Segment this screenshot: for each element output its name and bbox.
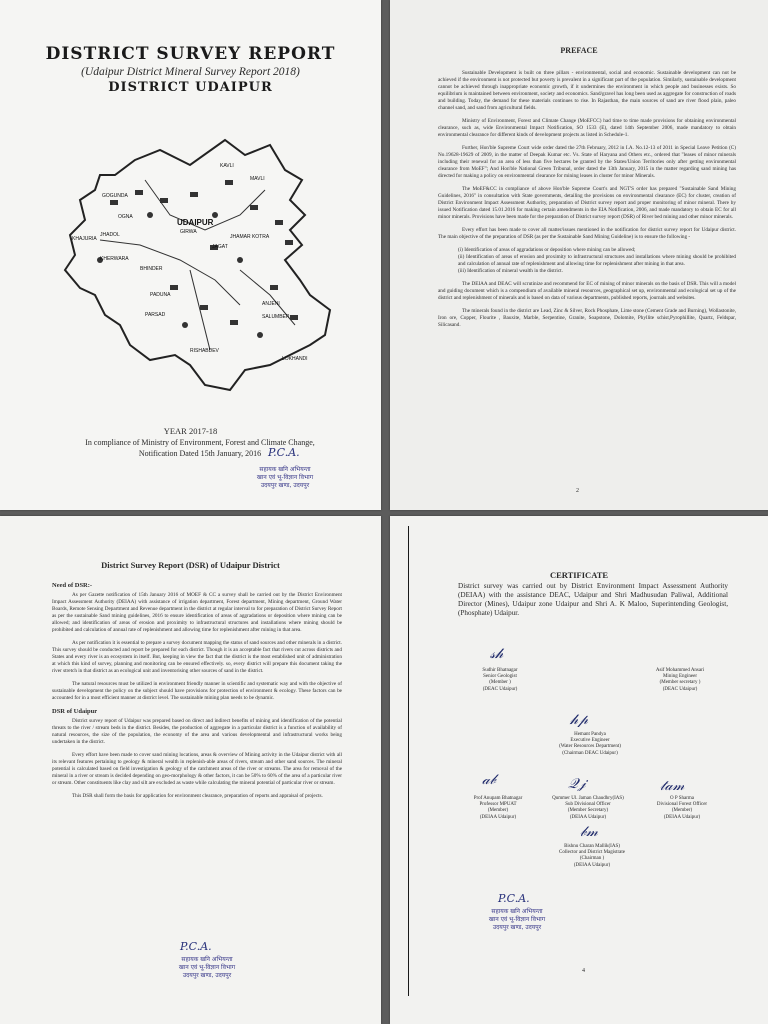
map-label: OGNA <box>118 214 133 220</box>
paragraph: The DEIAA and DEAC will scrutinize and recommend for EC of mining of minor minerals on the basis of DSR. This will a model and guiding document which is a compendium of available mineral resources, geographical set up, environmental and ecological set up of the district and replenishment of minerals and is based on data of various departments, published reports, journals and websites. <box>438 281 736 301</box>
handwritten-signature: 𝒷𝓂 <box>580 824 598 840</box>
paragraph: As per Gazette notification of 15th January 2016 of MOEF & CC a survey shall be carried out by the District Environment Impact Assessment Authority (DEIAA) with assistance of irrigation department, Forest department, Mining department, Ground Water Boards, Remote Sensing Department and Revenue department in the district at regular interval to for preparation of District Survey Report as per the sustainable Sand mining guidelines, 2016 to ensure identification of areas of aggradations or deposition where mining can be allowed; and identification of areas of erosion and proximity to infrastructural structures and installations where mining should be prohibited and calculation of annual rate of replenishment and allowing time for replenishment after mining in that area. <box>52 592 342 633</box>
signatory <box>640 668 720 693</box>
certificate-intro: District survey was carried out by District Environment Impact Assessment Authority (DEIAA) with the assistance DEAC, Udaipur and Shri Madhusudan Paliwal, Additional Director (Mines), Udaipur zone Udaipur and Shri A. K Maloo, Superintending Geologist, (Phosphate) Udaipur. <box>458 582 728 617</box>
compliance-line: In compliance of Ministry of Environment, Forest and Climate Change, <box>85 438 315 447</box>
paragraph: Further, Hon'ble Supreme Court wide order dated the 27th February, 2012 in I.A. No.12-13 of 2011 in Special Leave Petition (C) No.19628-19629 of 2009, in the matter of Deepak Kumar etc. Vs. State of Haryana and Others etc., ordered that "leases of minor minerals including their renewal for an area of less than five hectares be granted by the States/Union Territories only after getting environmental clearance from MoEF"; And Hon'ble National Green Tribunal, order dated the 13th January, 2015 in the matter regarding sand mining has directed for making a policy on environmental clearance for mining leases in cluster for minor Minerals. <box>438 145 736 179</box>
paragraph: District survey report of Udaipur was prepared based on direct and indirect benefits of mining and identification of the potential threats to the river / stream beds in the district. Besides, the production of aggregate in a particular district is a function of availability of natural resources, the size of the population, the economy of the area and various developmental and infrastructural works being undertaken in the district. <box>52 718 342 745</box>
map-label: KHERWARA <box>100 256 129 262</box>
map-label: RISHABDEV <box>190 348 219 354</box>
stamp-line: उदयपुर खण्ड, उदयपुर <box>492 924 542 931</box>
paragraph: This DSR shall form the basis for application for environment clearance, preparation of reports and appraisal of projects. <box>72 793 323 799</box>
handwritten-signature: 𝓉𝒶𝓂 <box>660 778 685 794</box>
signatory <box>552 844 632 869</box>
paragraph: Every effort has been made to cover all matter/issues mentioned in the notification for district survey report for Udaipur district. The main objective of the preparation of DSR (as per the Sustainable Sand Mining Guideline) is to ensure the following - <box>438 227 736 240</box>
signatory-role: Mining Engineer <box>662 674 698 680</box>
signatory-name: Hemant Pandya <box>574 732 606 737</box>
signatory <box>550 732 630 757</box>
official-stamp <box>230 466 340 490</box>
signatory-role: Professor MPUAT <box>479 802 517 808</box>
district-map <box>40 120 340 410</box>
signatory-body: (DEIAA Udaipur) <box>663 814 701 820</box>
map-label: GIRWA <box>180 229 197 235</box>
handwritten-signature: 𝒶𝒷 <box>482 772 496 788</box>
signatory-body: (DEIAA Udaipur) <box>569 814 607 820</box>
handwritten-signature: 𝓈𝒽 <box>490 646 504 662</box>
map-label: KAVLI <box>220 163 234 169</box>
handwritten-signature: 𝒬𝒿 <box>568 776 586 792</box>
list-item: (i) Identification of areas of aggradations or deposition where mining can be allowed; <box>458 247 636 253</box>
compliance-line: Notification Dated 15th January, 2016 <box>138 449 262 458</box>
stamp-line: उदयपुर खण्ड, उदयपुर <box>182 972 232 979</box>
official-stamp <box>462 908 572 932</box>
objective-list <box>438 247 736 275</box>
signatory <box>460 668 540 693</box>
map-label: JHADOL <box>100 232 120 238</box>
preface-page <box>390 0 768 510</box>
preface-body <box>438 70 736 335</box>
stamp-line: सहायक खनि अभियन्ता <box>181 956 233 963</box>
map-label: PARSAD <box>145 312 166 318</box>
initials-signature: P.C.A. <box>180 940 212 953</box>
page-number: 4 <box>582 968 585 974</box>
signatory-member: (Member ) <box>489 680 511 686</box>
cover-title: DISTRICT SURVEY REPORT <box>45 44 336 64</box>
map-label: PADUNA <box>150 292 171 298</box>
map-label: JAGAT <box>212 244 228 250</box>
stamp-line: खान एवं भू-विज्ञान विभाग <box>256 474 314 481</box>
section-heading: Need of DSR:- <box>52 582 93 589</box>
signatory-body: (DEIAA Udaipur) <box>573 862 611 868</box>
section-heading: DSR of Udaipur <box>52 708 98 715</box>
handwritten-signature: 𝒽𝓅 <box>570 712 589 728</box>
page-number: 2 <box>576 488 579 494</box>
stamp-line: खान एवं भू-विज्ञान विभाग <box>178 964 236 971</box>
map-label: SALUMBER <box>262 314 290 320</box>
signatory-role: Collector and District Magistrate <box>559 850 625 856</box>
signatory-role: Sub Divisional Officer <box>565 802 611 808</box>
map-label: MAVLI <box>250 176 265 182</box>
initials-signature: P.C.A. <box>498 892 530 905</box>
binding-edge <box>408 526 409 996</box>
signatory-body: (Chairman DEAC Udaipur) <box>562 750 618 756</box>
official-stamp <box>152 956 262 980</box>
signatory <box>548 796 628 821</box>
map-label: GOGUNDA <box>102 193 128 199</box>
cover-district: DISTRICT UDAIPUR <box>108 80 273 95</box>
paragraph: Ministry of Environment, Forest and Climate Change (MoEFCC) had time to time made provisions for obtaining environmental clearance, such as, wide Environmental Impact Notification, SO 1533 (E), dated 14th September 2006, made mandatory to obtain environmental clearance for different kinds of development projects as listed in Schedule-1. <box>438 118 736 138</box>
initials-signature: P.C.A. <box>268 446 300 459</box>
dsr-page <box>0 516 381 1024</box>
signatory-member: (Chairman ) <box>579 856 605 862</box>
map-label: KHAJURIA <box>72 236 97 242</box>
signatory-name: Sudhir Bhatnagar <box>482 668 518 673</box>
preface-heading: PREFACE <box>560 46 598 55</box>
signatory-role: Executive Engineer <box>570 738 610 744</box>
signatory-name: Qummer Ul. Jaman Chaudhry(IAS) <box>552 796 624 801</box>
paragraph: Sustainable Development is built on three pillars - environmental, social and economic. Sustainable development can not be achieved if the environment is not protected but poverty is prevalent in a significant part of the population. Similarly, sustainable development cannot be achieved through inappropriate economic growth, if it undermines the environment in which people and businesses exists. So equilibrium is maintained between environment, society and economics. Sand/gravel has long been used as aggregate for construction of roads and building. Today, the demand for these materials continues to rise. In Rajasthan, the main sources of sand are river flood plain, paleo channel sand, and sand from agricultural fields. <box>438 70 736 111</box>
map-label: LOKHANDI <box>282 356 308 362</box>
signatory-body: (DEIAA Udaipur) <box>479 814 517 820</box>
signatory-role: Divisional Forest Officer <box>656 802 708 808</box>
list-item: (ii) Identification of areas of erosion and proximity to infrastructural structures and installations where mining should be prohibited and calculation of annual rate of replenishment and allowing time for replenishment after mining in that area. <box>458 254 736 267</box>
map-label: ANJENI <box>262 301 280 307</box>
dsr-body <box>52 578 342 806</box>
signatory-name: O P Sharma <box>670 796 694 801</box>
signatory-member: (Member) <box>671 808 693 814</box>
signatory-name: Bishnu Charan Mallik(IAS) <box>564 844 620 849</box>
paragraph: The minerals found in the district are Lead, Zinc & Silver, Rock Phosphate, Lime stone (Cement Grade and Burning), Wollastonite, Iron ore, Copper, Flourite , Bauxite, Marble, Serpentine, Granite, Soapstone, Dolomite, Phyllite schist,Pyrophillite, Quartz, Feldspar, Silicasand. <box>438 308 736 328</box>
stamp-line: खान एवं भू-विज्ञान विभाग <box>488 916 546 923</box>
signatory <box>458 796 538 821</box>
signatory-member: (Member) <box>487 808 509 814</box>
cover-subtitle: (Udaipur District Mineral Survey Report 2018) <box>81 66 300 78</box>
signatory-member: (Water Resources Department) <box>559 744 621 750</box>
paragraph: As per notification it is essential to prepare a survey document mapping the status of sand sources and other minerals in a district. This survey should be conducted and report be prepared for each district. Though it is an acceptable fact that rivers cut across districts and States and every river is an ecosystem in itself. But, keeping in view the fact that the district is the most established unit of administration at which this kind of survey, planning and monitoring can be ensured effectively. so, every district will prepare this document taking the river stretch in that district as an ecological unit and inventorising other sources of sand in the district. <box>52 640 342 674</box>
signatory-name: Asif Mohammed Ansari <box>655 668 705 673</box>
compliance-text <box>40 437 360 459</box>
paragraph: The MoEF&CC in compliance of above Hon'ble Supreme Court's and NGT'S order has prepared "Sustainable Sand Mining Guidelines, 2016" in consultation with State governments, detailing the provisions on environmental clearance (EC) for cluster, creation of District Environment Impact Assessment Authority, preparation of District survey report and proper monitoring of minor mineral. There by issued Notification dated 15.01.2016 for making certain amendments in the EIA Notification, 2006, and made mandatory to obtain EC for all minor minerals. Provisions have been made for the preparation of District survey report (DSR) of River bed mining and other minor minerals. <box>438 186 736 220</box>
stamp-line: उदयपुर खण्ड, उदयपुर <box>260 482 310 489</box>
signatory-body: (DEAC Udaipur) <box>482 686 518 692</box>
dsr-heading: District Survey Report (DSR) of Udaipur District <box>101 560 280 570</box>
signatory-member: (Member secretary ) <box>659 680 701 686</box>
report-year: YEAR 2017-18 <box>163 426 218 436</box>
signatory-member: (Member Secretary) <box>567 808 609 814</box>
paragraph: Every effort have been made to cover sand mining locations, areas & overview of Mining activity in the Udaipur district with all its relevant features pertaining to geology & mineral wealth in replenish-able areas of rivers, stream and other sand sources. The mineral potential is calculated based on field investigation & geology of the catchment areas of the river or streams. The area for removal of the mineral in a river or stream is decided depending on geo-morphology & other factors, it can be 50% to 60% of the area of a particular river or stream. Other constituents like clay and silt are excluded as waste while calculating the mineral potential of particular river or stream. <box>52 752 342 786</box>
cover-page <box>0 0 381 510</box>
certificate-heading: CERTIFICATE <box>549 570 609 580</box>
signatory-body: (DEAC Udaipur) <box>662 686 698 692</box>
map-label: JHAMAR KOTRA <box>230 234 270 240</box>
stamp-line: सहायक खनि अभियन्ता <box>491 908 543 915</box>
stamp-line: सहायक खनि अभियन्ता <box>259 466 311 473</box>
map-label: BHINDER <box>140 266 163 272</box>
paragraph: The natural resources must be utilized in environment friendly manner in scientific and systematic way and with the objective of sustainable development the policy on the subject should have provisions for protection of environment & ecology. These factors can be accounted for in a most efficient manner at district level. The sustainable mining plan needs to be dynamic. <box>52 681 342 701</box>
certificate-page <box>390 516 768 1024</box>
signatory-role: Senior Geologist <box>483 674 517 680</box>
signatory-name: Prof Anupam Bhatnagar <box>473 796 523 801</box>
list-item: (iii) Identification of mineral wealth in the district. <box>458 268 563 274</box>
map-label: UDAIPUR <box>177 218 214 227</box>
signatory <box>642 796 722 821</box>
